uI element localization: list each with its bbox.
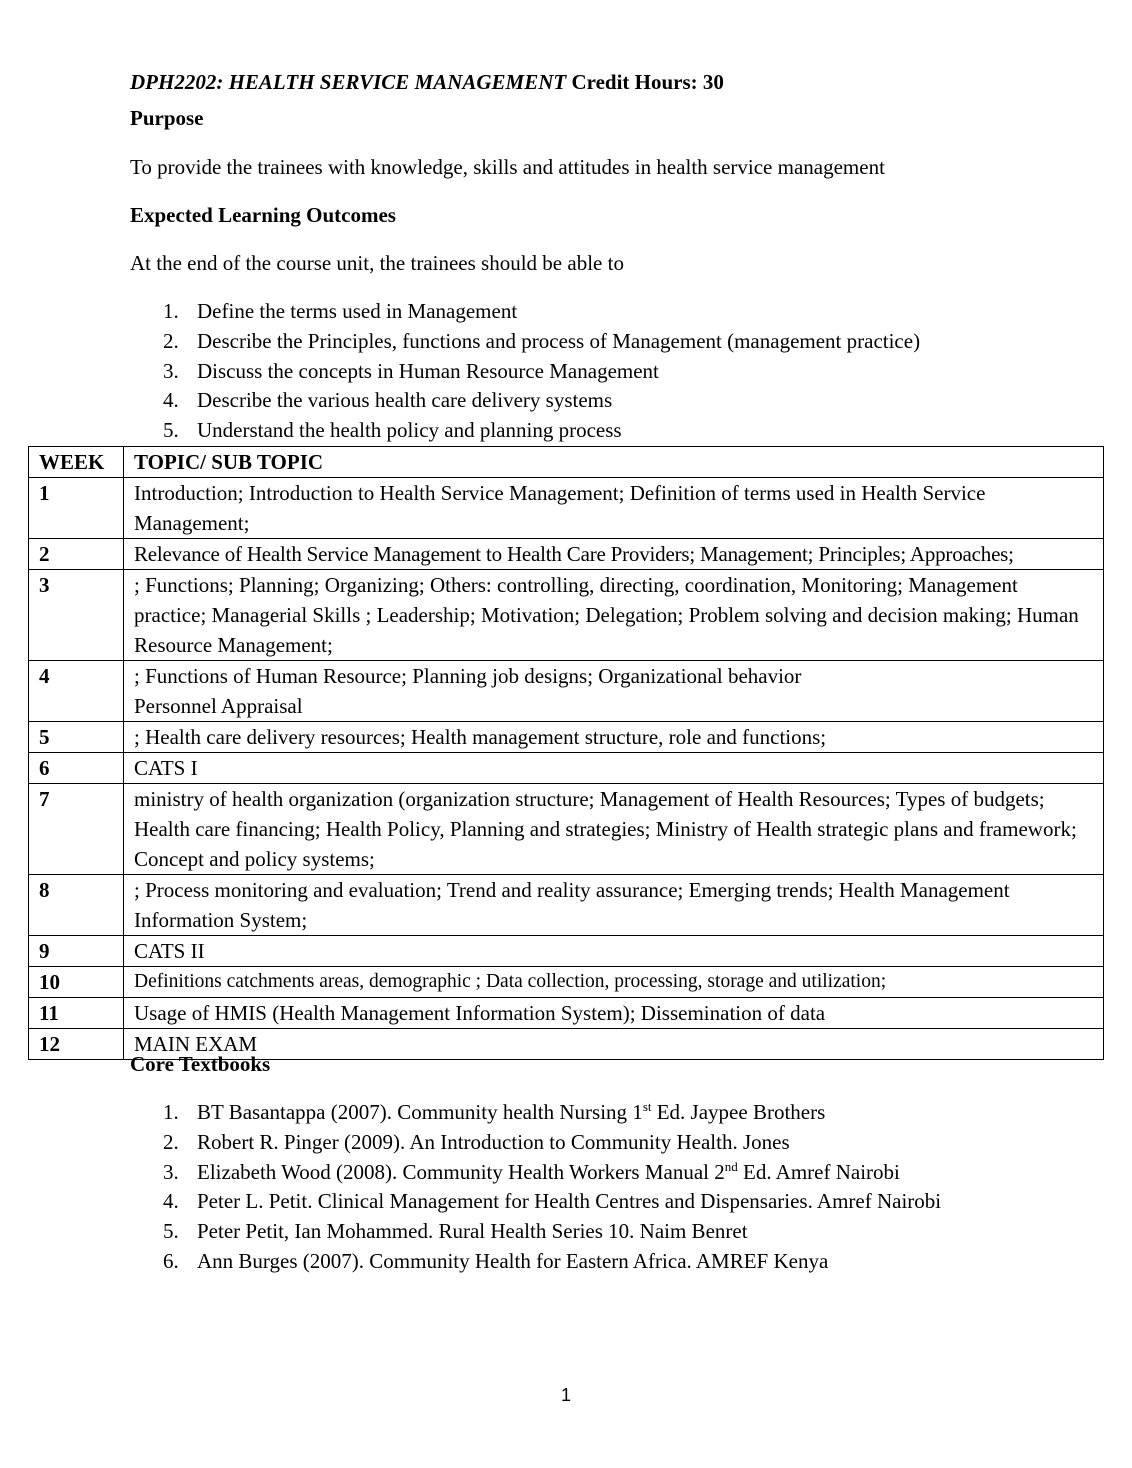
list-number: 1. — [163, 1100, 179, 1124]
list-number: 1. — [163, 299, 179, 323]
week-cell: 1 — [29, 478, 124, 539]
list-text: Elizabeth Wood (2008). Community Health Workers Manual 2 — [197, 1159, 725, 1184]
week-cell: 4 — [29, 661, 124, 722]
page-number: 1 — [560, 1385, 571, 1405]
list-number: 3. — [163, 358, 179, 383]
ordinal-suffix: st — [642, 1099, 652, 1114]
table-row — [29, 570, 1104, 661]
list-item — [130, 297, 920, 327]
list-item — [130, 1158, 941, 1188]
list-item — [130, 1187, 941, 1217]
list-number: 3. — [163, 1159, 179, 1184]
list-number: 5. — [163, 1219, 179, 1244]
list-item — [130, 1247, 941, 1277]
list-item — [130, 1098, 941, 1128]
list-number: 2. — [163, 328, 179, 353]
list-item — [130, 357, 920, 387]
list-text: Describe the various health care delivery systems — [197, 388, 613, 413]
list-item — [130, 1217, 941, 1247]
table-row — [29, 661, 1104, 722]
list-text: Robert R. Pinger (2009). An Introduction to Community Health. Jones — [197, 1129, 790, 1154]
textbooks-heading: Core Textbooks — [130, 1052, 271, 1076]
week-cell: 12 — [29, 1029, 124, 1060]
week-cell: 2 — [29, 539, 124, 570]
course-code-title: DPH2202: HEALTH SERVICE MANAGEMENT — [130, 70, 567, 94]
ordinal-suffix: nd — [724, 1158, 738, 1174]
topic-cell: ; Health care delivery resources; Health management structure, role and functions; — [124, 722, 1104, 753]
topic-cell: CATS I — [124, 753, 1104, 784]
week-cell: 6 — [29, 753, 124, 784]
week-cell: 8 — [29, 875, 124, 936]
topic-line: ; Functions of Human Resource; Planning job designs; Organizational behavior — [134, 664, 802, 688]
outcomes-intro: At the end of the course unit, the trainees should be able to — [130, 251, 624, 275]
outcomes-list — [130, 297, 920, 446]
purpose-text: To provide the trainees with knowledge, skills and attitudes in health service management — [130, 155, 885, 179]
list-text: Understand the health policy and planning process — [197, 418, 622, 443]
list-number: 4. — [163, 1189, 179, 1214]
course-title — [130, 70, 724, 95]
list-number: 5. — [163, 418, 179, 443]
list-text-tail: Ed. Amref Nairobi — [737, 1159, 900, 1184]
week-header: WEEK — [29, 447, 124, 478]
list-number: 6. — [163, 1248, 179, 1273]
table-row — [29, 539, 1104, 570]
list-text: Peter Petit, Ian Mohammed. Rural Health Series 10. Naim Benret — [197, 1219, 748, 1244]
topic-cell: ; Process monitoring and evaluation; Trend and reality assurance; Emerging trends; Health Management Information System; — [124, 875, 1104, 936]
list-text: Describe the Principles, functions and process of Management (management practice) — [197, 328, 921, 353]
list-text-tail: Ed. Jaypee Brothers — [651, 1100, 826, 1124]
week-cell: 3 — [29, 570, 124, 661]
outcomes-heading: Expected Learning Outcomes — [130, 203, 396, 227]
week-cell: 9 — [29, 936, 124, 967]
schedule-table — [28, 446, 1104, 1060]
topic-cell: Relevance of Health Service Management to Health Care Providers; Management; Principles; Approaches; — [124, 539, 1104, 570]
list-text: Define the terms used in Management — [197, 299, 518, 323]
table-row — [29, 967, 1104, 998]
list-number: 2. — [163, 1129, 179, 1154]
topic-cell — [124, 661, 1104, 722]
list-text: Ann Burges (2007). Community Health for Eastern Africa. AMREF Kenya — [197, 1248, 829, 1273]
week-cell: 11 — [29, 998, 124, 1029]
list-text: Peter L. Petit. Clinical Management for Health Centres and Dispensaries. Amref Nairobi — [197, 1189, 942, 1214]
table-header-row — [29, 447, 1104, 478]
week-cell: 10 — [29, 967, 124, 998]
topic-cell: MAIN EXAM — [124, 1029, 1104, 1060]
list-number: 4. — [163, 388, 179, 413]
topic-cell: Introduction; Introduction to Health Service Management; Definition of terms used in Health Service Management; — [124, 478, 1104, 539]
list-text: Discuss the concepts in Human Resource Management — [197, 358, 659, 383]
list-item — [130, 386, 920, 416]
credit-hours: Credit Hours: 30 — [571, 70, 724, 94]
list-item — [130, 416, 920, 446]
table-row — [29, 722, 1104, 753]
topic-cell: Usage of HMIS (Health Management Information System); Dissemination of data — [124, 998, 1104, 1029]
topic-cell: Definitions catchments areas, demographic ; Data collection, processing, storage and utilization; — [124, 967, 1104, 998]
topic-cell: CATS II — [124, 936, 1104, 967]
table-row — [29, 753, 1104, 784]
topic-line: Personnel Appraisal — [134, 694, 303, 718]
list-item — [130, 327, 920, 357]
list-text: BT Basantappa (2007). Community health Nursing 1 — [197, 1100, 643, 1124]
topic-cell: ministry of health organization (organization structure; Management of Health Resources; Types of budgets; Health care financing; Health Policy, Planning and strategies; Ministry of Health strategic plans and framework; Concept and policy systems; — [124, 784, 1104, 875]
table-row — [29, 875, 1104, 936]
week-cell: 7 — [29, 784, 124, 875]
topic-cell: ; Functions; Planning; Organizing; Others: controlling, directing, coordination, Monitoring; Management practice; Managerial Skills ; Leadership; Motivation; Delegation; Problem solving and decision making; Human Resource Management; — [124, 570, 1104, 661]
list-item — [130, 1128, 941, 1158]
table-row — [29, 478, 1104, 539]
table-row — [29, 784, 1104, 875]
topic-header: TOPIC/ SUB TOPIC — [124, 447, 1104, 478]
purpose-heading: Purpose — [130, 106, 204, 130]
table-row — [29, 936, 1104, 967]
textbooks-list — [130, 1098, 941, 1277]
table-row — [29, 998, 1104, 1029]
week-cell: 5 — [29, 722, 124, 753]
